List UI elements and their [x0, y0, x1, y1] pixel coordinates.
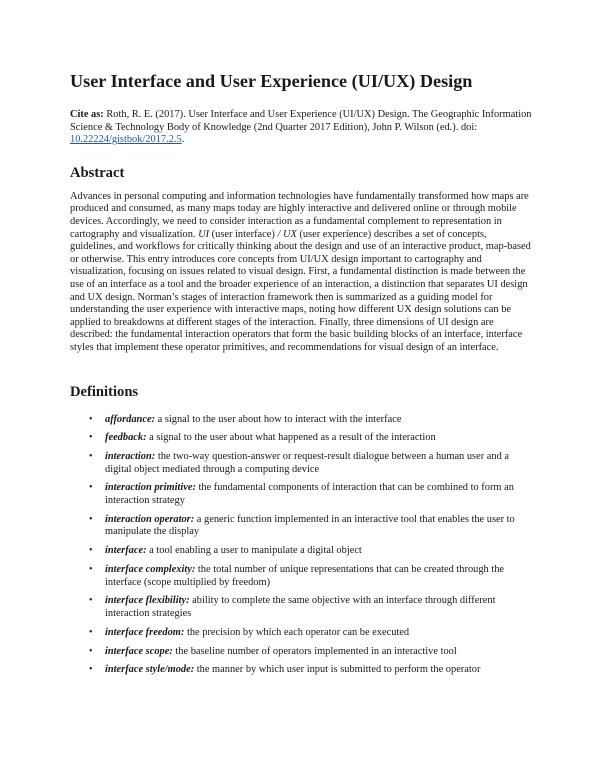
- definition-term: affordance:: [105, 413, 156, 425]
- citation-text: Roth, R. E. (2017). User Interface and User Experience (UI/UX) Design. The Geographic Information Science & Technology Body of Knowledge (2nd Quarter 2017 Edition), John P. Wilson (ed.). doi:: [70, 109, 532, 133]
- abstract-text-2: (user interface): [209, 228, 278, 240]
- citation-end: .: [181, 134, 185, 146]
- abstract-body: [70, 191, 532, 355]
- citation: [70, 109, 532, 147]
- document-page: [70, 70, 532, 683]
- bullet-icon: •: [89, 513, 93, 525]
- definition-item: [70, 664, 532, 677]
- definition-item: [70, 482, 532, 507]
- definition-item: [70, 646, 532, 659]
- definition-item: [70, 432, 532, 445]
- definition-text: the two-way question-answer or request-result dialogue between a human user and a digital object mediated through a computing device: [105, 451, 509, 475]
- definitions-list: [70, 414, 532, 677]
- definition-term: interaction operator:: [105, 513, 195, 525]
- bullet-icon: •: [89, 626, 93, 638]
- abstract-heading: Abstract: [70, 164, 125, 181]
- definition-term: interface:: [105, 545, 147, 557]
- definition-item: [70, 595, 532, 620]
- definition-text: the precision by which each operator can be executed: [184, 626, 410, 638]
- abstract-ui-term: UI: [198, 228, 210, 240]
- definition-item: [70, 414, 532, 427]
- definition-term: interaction primitive:: [105, 482, 196, 494]
- bullet-icon: •: [89, 545, 93, 557]
- definition-text: the baseline number of operators implemented in an interactive tool: [172, 645, 457, 657]
- bullet-icon: •: [89, 432, 93, 444]
- definition-item: [70, 627, 532, 640]
- definition-text: a generic function implemented in an interactive tool that enables the user to manipulate the display: [105, 513, 515, 538]
- abstract-ux-term: / UX: [277, 228, 297, 240]
- bullet-icon: •: [89, 645, 93, 657]
- definition-term: interface complexity:: [105, 563, 196, 575]
- definition-term: interface freedom:: [105, 626, 185, 638]
- bullet-icon: •: [89, 413, 93, 425]
- bullet-icon: •: [89, 482, 93, 494]
- definition-term: interaction:: [105, 451, 156, 463]
- bullet-icon: •: [89, 451, 93, 463]
- definition-term: interface style/mode:: [105, 664, 195, 676]
- abstract-text-1: Advances in personal computing and information technologies have fundamentally transformed how maps are produced and consumed, as many maps today are highly interactive and delivered online or through mobile devices. Accordingly, we need to consider interaction as a fundamental complement to representation in cartography and visualization.: [70, 190, 529, 240]
- definition-term: interface flexibility:: [105, 595, 190, 607]
- definition-term: feedback:: [105, 432, 147, 444]
- definition-item: [70, 514, 532, 539]
- doi-link[interactable]: 10.22224/gistbok/2017.2.5: [70, 134, 182, 146]
- page-title: User Interface and User Experience (UI/UX) Design: [70, 71, 473, 91]
- definition-text: the manner by which user input is submitted to perform the operator: [194, 664, 481, 676]
- definition-text: ability to complete the same objective with an interface through different interaction strategies: [105, 595, 496, 619]
- definition-text: the total number of unique representations that can be created through the interface (scope multiplied by freedom): [105, 563, 505, 588]
- bullet-icon: •: [89, 664, 93, 676]
- definition-term: interface scope:: [105, 645, 173, 657]
- definition-text: a signal to the user about how to interact with the interface: [155, 413, 402, 425]
- definition-text: a tool enabling a user to manipulate a digital object: [146, 545, 362, 557]
- bullet-icon: •: [89, 563, 93, 575]
- definition-item: [70, 451, 532, 476]
- citation-label: Cite as:: [70, 109, 104, 120]
- bullet-icon: •: [89, 595, 93, 607]
- definitions-heading: Definitions: [70, 383, 139, 400]
- definition-text: the fundamental components of interaction that can be combined to form an interaction strategy: [105, 482, 514, 507]
- abstract-text-3: (user experience) describes a set of concepts, guidelines, and workflows for critically thinking about the design and use of an interactive product, map-based or otherwise. This entry introduces core concepts from UI/UX design important to cartography and visualization, focusing on issues related to visual design. First, a fundamental distinction is made between the use of an interface as a tool and the broader experience of an interaction, a distinction that separates UI design and UX design. Norman’s stages of interaction framework then is summarized as a guiding model for understanding the user experience with interactive maps, noting how different UX design solutions can be applied to breakdowns at different stages of the interaction. Finally, three dimensions of UI design are described: the fundamental interaction operators that form the basic building blocks of an interface, interface styles that implement these operator primitives, and recommendations for visual design of an interface.: [70, 228, 531, 353]
- definition-item: [70, 545, 532, 558]
- definition-text: a signal to the user about what happened as a result of the interaction: [146, 432, 436, 444]
- definition-item: [70, 564, 532, 589]
